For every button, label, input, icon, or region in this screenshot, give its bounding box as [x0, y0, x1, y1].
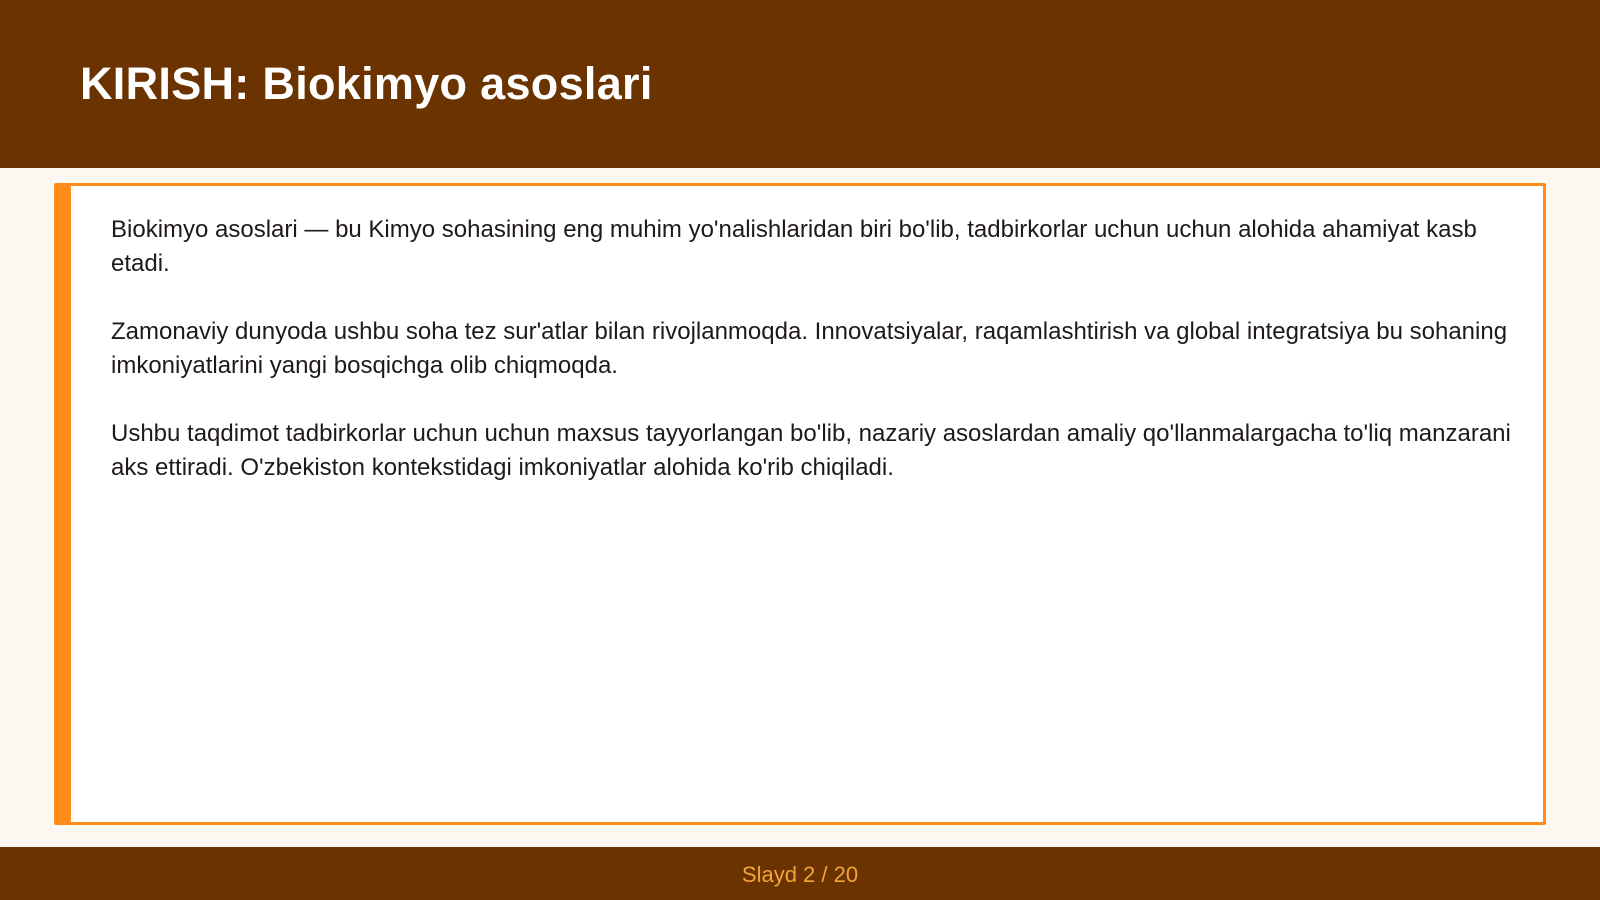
- slide-footer: [0, 847, 1600, 900]
- content-box: [54, 183, 1546, 825]
- slide-number: Slayd 2 / 20: [741, 862, 859, 887]
- slide-title: KIRISH: Biokimyo asoslari: [80, 58, 653, 109]
- paragraph-1: Biokimyo asoslari — bu Kimyo sohasining eng muhim yo'nalishlaridan biri bo'lib, tadbirkorlar uchun uchun alohida ahamiyat kasb etadi.: [111, 216, 1477, 277]
- slide-header: [0, 0, 1600, 168]
- content-text: [111, 213, 1511, 519]
- paragraph-2: Zamonaviy dunyoda ushbu soha tez sur'atlar bilan rivojlanmoqda. Innovatsiyalar, raqamlashtirish va global integratsiya bu sohaning imkoniyatlarini yangi bosqichga olib chiqmoqda.: [111, 318, 1508, 379]
- paragraph-3: Ushbu taqdimot tadbirkorlar uchun uchun maxsus tayyorlangan bo'lib, nazariy asoslardan amaliy qo'llanmalargacha to'liq manzarani aks ettiradi. O'zbekiston kontekstidagi imkoniyatlar alohida ko'rib chiqiladi.: [111, 420, 1511, 481]
